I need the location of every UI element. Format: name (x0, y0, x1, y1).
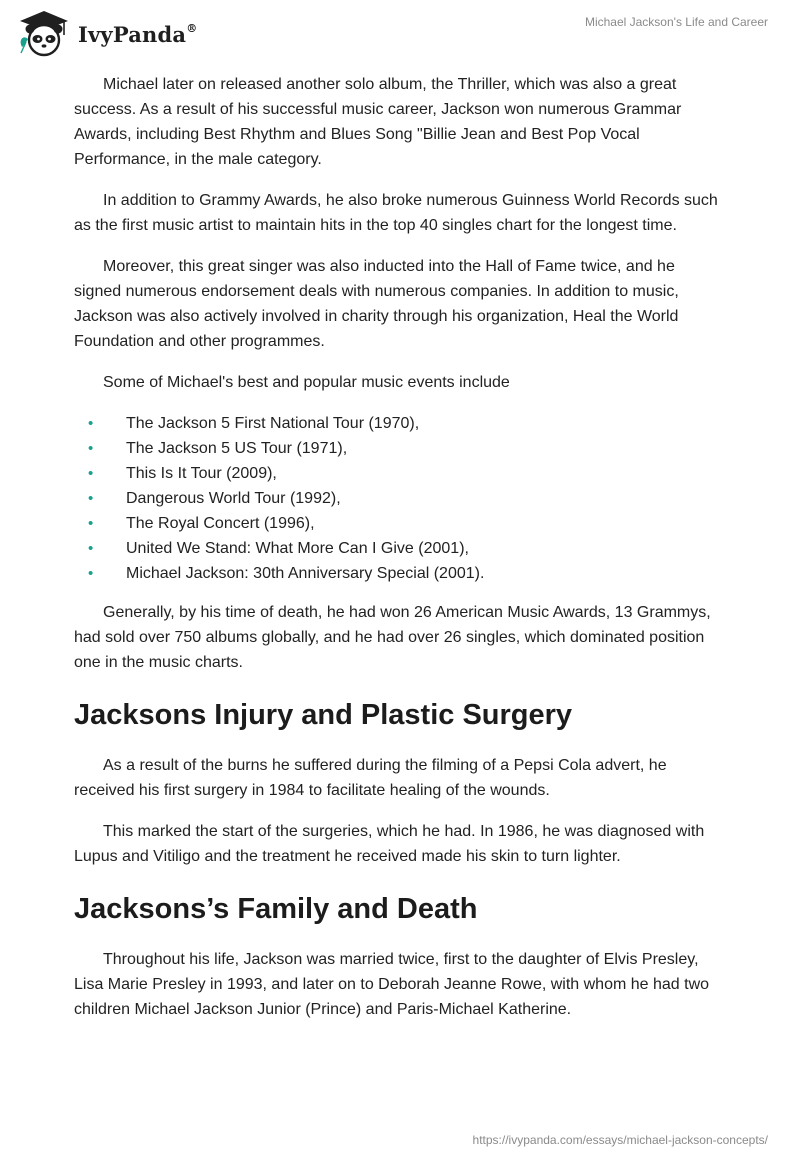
ivypanda-logo[interactable] (14, 9, 197, 59)
section-heading-family: Jacksons’s Family and Death (74, 893, 478, 925)
list-item: • United We Stand: What More Can I Give (2001), (74, 536, 722, 561)
section-heading-injury: Jacksons Injury and Plastic Surgery (74, 699, 573, 731)
list-item: • This Is It Tour (2009), (74, 461, 722, 486)
bullet-icon: • (88, 565, 94, 582)
bullet-icon: • (88, 415, 94, 432)
document-title: Michael Jackson's Life and Career (584, 15, 768, 29)
music-events-list (74, 411, 722, 586)
paragraph: Michael later on released another solo album, the Thriller, which was also a great success. As a result of his successful music career, Jackson won numerous Grammar Awards, including Best Rhythm and Blues Song "Billie Jean and Best Pop Vocal Performance, in the male category. (74, 76, 682, 168)
trademark-mark: ® (186, 21, 198, 35)
paragraph: Some of Michael's best and popular music events include (103, 374, 510, 391)
bullet-icon: • (88, 440, 94, 457)
bullet-icon: • (88, 540, 94, 557)
brand-name: IvyPanda® (78, 21, 198, 47)
paragraph: As a result of the burns he suffered during the filming of a Pepsi Cola advert, he received his first surgery in 1984 to facilitate healing of the wounds. (74, 757, 667, 799)
list-item: • The Jackson 5 First National Tour (1970), (74, 411, 722, 436)
bullet-icon: • (88, 515, 94, 532)
list-item: • The Royal Concert (1996), (74, 511, 722, 536)
paragraph: Throughout his life, Jackson was married twice, first to the daughter of Elvis Presley, Lisa Marie Presley in 1993, and later on to Deborah Jeanne Rowe, with whom he had two children Michael Jackson Junior (Prince) and Paris-Michael Katherine. (74, 951, 710, 1018)
paragraph: In addition to Grammy Awards, he also broke numerous Guinness World Records such as the first music artist to maintain hits in the top 40 singles chart for the longest time. (74, 192, 718, 234)
paragraph: Generally, by his time of death, he had won 26 American Music Awards, 13 Grammys, had sold over 750 albums globally, and he had over 26 singles, which dominated position one in the music charts. (74, 604, 711, 671)
list-item: • The Jackson 5 US Tour (1971), (74, 436, 722, 461)
page-header (0, 0, 800, 60)
bullet-icon: • (88, 490, 94, 507)
essay-content (74, 72, 722, 1038)
paragraph: Moreover, this great singer was also inducted into the Hall of Fame twice, and he signed numerous endorsement deals with numerous companies. In addition to music, Jackson was also actively involved in charity through his organization, Heal the World Foundation and other programmes. (74, 258, 679, 350)
panda-graduate-icon (14, 9, 74, 59)
bullet-icon: • (88, 465, 94, 482)
paragraph: This marked the start of the surgeries, which he had. In 1986, he was diagnosed with Lupus and Vitiligo and the treatment he received made his skin to turn lighter. (74, 823, 705, 865)
list-item: • Dangerous World Tour (1992), (74, 486, 722, 511)
list-item: • Michael Jackson: 30th Anniversary Special (2001). (74, 561, 722, 586)
source-url-link[interactable]: https://ivypanda.com/essays/michael-jackson-concepts/ (472, 1133, 768, 1147)
